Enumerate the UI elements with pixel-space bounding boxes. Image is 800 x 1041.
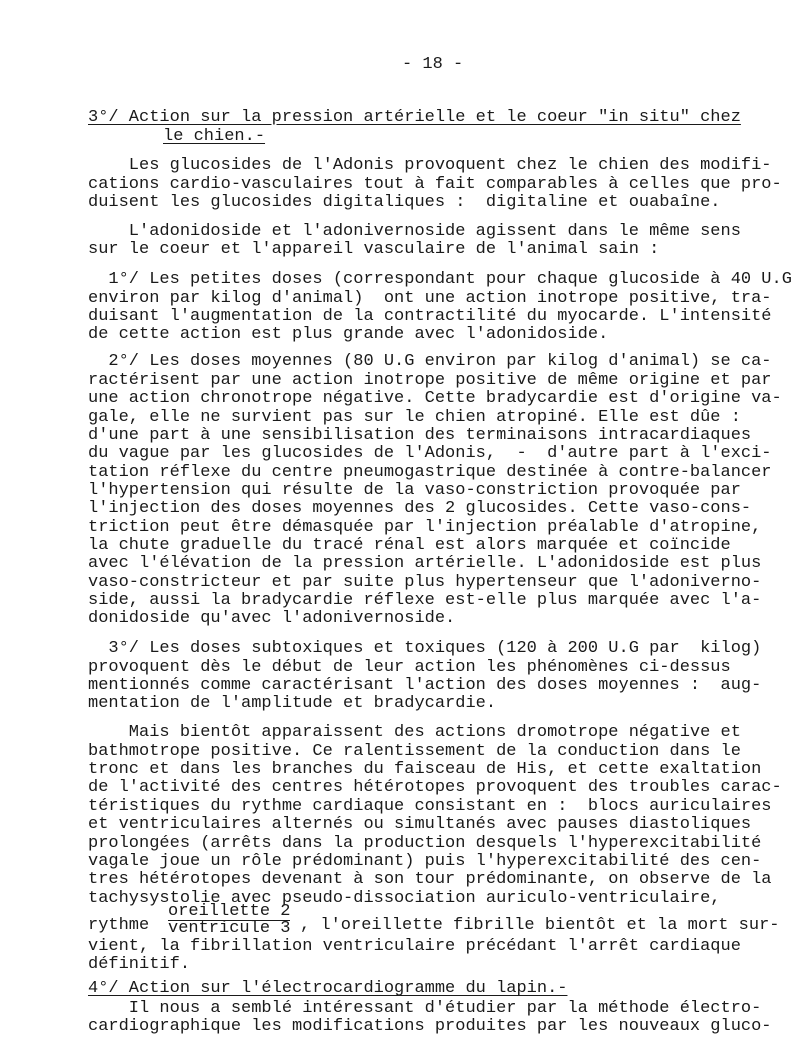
text-line: ractérisent par une action inotrope positive de même origine et par — [88, 370, 772, 390]
text-line: l'injection des doses moyennes des 2 glucosides. Cette vaso-cons- — [88, 499, 752, 519]
text-line: mentation de l'amplitude et bradycardie. — [88, 694, 497, 714]
text-line: 3°/ Les doses subtoxiques et toxiques (120 à 200 U.G par kilog) — [88, 639, 762, 659]
text-line: , l'oreillette fibrille bientôt et la mort sur- — [300, 915, 780, 935]
text-line: du vague par les glucosides de l'Adonis, - d'autre part à l'exci- — [88, 444, 772, 464]
text-line: de cette action est plus grande avec l'adonidoside. — [88, 325, 609, 345]
text-line: de l'activité des centres hétérotopes provoquent des troubles carac- — [88, 778, 782, 798]
section-3-heading-line-1: 3°/ Action sur la pression artérielle et le coeur "in situ" chez — [88, 108, 741, 127]
text-line: 1°/ Les petites doses (correspondant pour chaque glucoside à 40 U.G — [88, 270, 792, 290]
fraction-numerator: oreillette 2 — [168, 902, 291, 921]
text-line: et ventriculaires alternés ou simultanés avec pauses diastoliques — [88, 815, 752, 835]
text-line: définitif. — [88, 955, 191, 975]
rhythm-fraction — [168, 904, 290, 937]
text-line: provoquent dès le début de leur action les phénomènes ci-dessus — [88, 657, 731, 677]
text-line: duisant l'augmentation de la contractilité du myocarde. L'intensité — [88, 307, 772, 326]
text-line: tres hétérotopes devenant à son tour prédominante, on observe de la — [88, 870, 772, 890]
text-line: tronc et dans les branches du faisceau de His, et cette exaltation — [88, 760, 762, 779]
text-line: L'adonidoside et l'adonivernoside agissent dans le même sens — [88, 222, 741, 241]
rythme-label: rythme — [88, 915, 150, 935]
text-line: bathmotrope positive. Ce ralentissement de la conduction dans le — [88, 741, 741, 761]
text-line: side, aussi la bradycardie réflexe est-elle plus marquée avec l'a- — [88, 591, 762, 610]
text-line: prolongées (arrêts dans la production desquels l'hyperexcitabilité — [88, 833, 762, 853]
text-line: 2°/ Les doses moyennes (80 U.G environ par kilog d'animal) se ca- — [88, 352, 772, 372]
text-line: vient, la fibrillation ventriculaire précédant l'arrêt cardiaque — [88, 936, 741, 956]
text-line: environ par kilog d'animal) ont une action inotrope positive, tra- — [88, 288, 772, 308]
page-number: - 18 - — [402, 55, 464, 74]
text-line: tation réflexe du centre pneumogastrique destinée à contre-balancer — [88, 462, 772, 482]
fraction-denominator: ventricule 3 — [168, 919, 291, 938]
text-line: tachysystolie avec pseudo-dissociation auriculo-ventriculaire, — [88, 888, 721, 908]
text-line: Il nous a semblé intéressant d'étudier par la méthode électro- — [88, 998, 762, 1018]
text-line: l'hypertension qui résulte de la vaso-constriction provoquée par — [88, 480, 741, 500]
text-line: cardiographique les modifications produites par les nouveaux gluco- — [88, 1017, 772, 1036]
text-line: sur le coeur et l'appareil vasculaire de l'animal sain : — [88, 240, 660, 260]
text-line: triction peut être démasquée par l'injection préalable d'atropine, — [88, 517, 762, 537]
text-line: donidoside qu'avec l'adonivernoside. — [88, 609, 456, 629]
text-line: cations cardio-vasculaires tout à fait comparables à celles que pro- — [88, 174, 782, 194]
text-line: vagale joue un rôle prédominant) puis l'hyperexcitabilité des cen- — [88, 851, 762, 871]
text-line: vaso-constricteur et par suite plus hypertenseur que l'adoniverno- — [88, 572, 762, 592]
text-line: gale, elle ne survient pas sur le chien atropiné. Elle est dûe : — [88, 407, 741, 427]
text-line: avec l'élévation de la pression artérielle. L'adonidoside est plus — [88, 554, 762, 574]
text-line: une action chronotrope négative. Cette bradycardie est d'origine va- — [88, 389, 782, 409]
text-line: téristiques du rythme cardiaque consistant en : blocs auriculaires — [88, 796, 772, 816]
text-line: la chute graduelle du tracé rénal est alors marquée et coïncide — [88, 535, 731, 555]
text-line: mentionnés comme caractérisant l'action des doses moyennes : aug- — [88, 676, 762, 695]
text-line: d'une part à une sensibilisation des terminaisons intracardiaques — [88, 425, 752, 445]
section-3-heading-line-2: le chien.- — [163, 127, 266, 147]
text-line: Les glucosides de l'Adonis provoquent chez le chien des modifi- — [88, 156, 772, 176]
text-line: Mais bientôt apparaissent des actions dromotrope négative et — [88, 723, 741, 743]
section-4-heading: 4°/ Action sur l'électrocardiogramme du lapin.- — [88, 979, 568, 999]
text-line: duisent les glucosides digitaliques : digitaline et ouabaîne. — [88, 193, 721, 212]
